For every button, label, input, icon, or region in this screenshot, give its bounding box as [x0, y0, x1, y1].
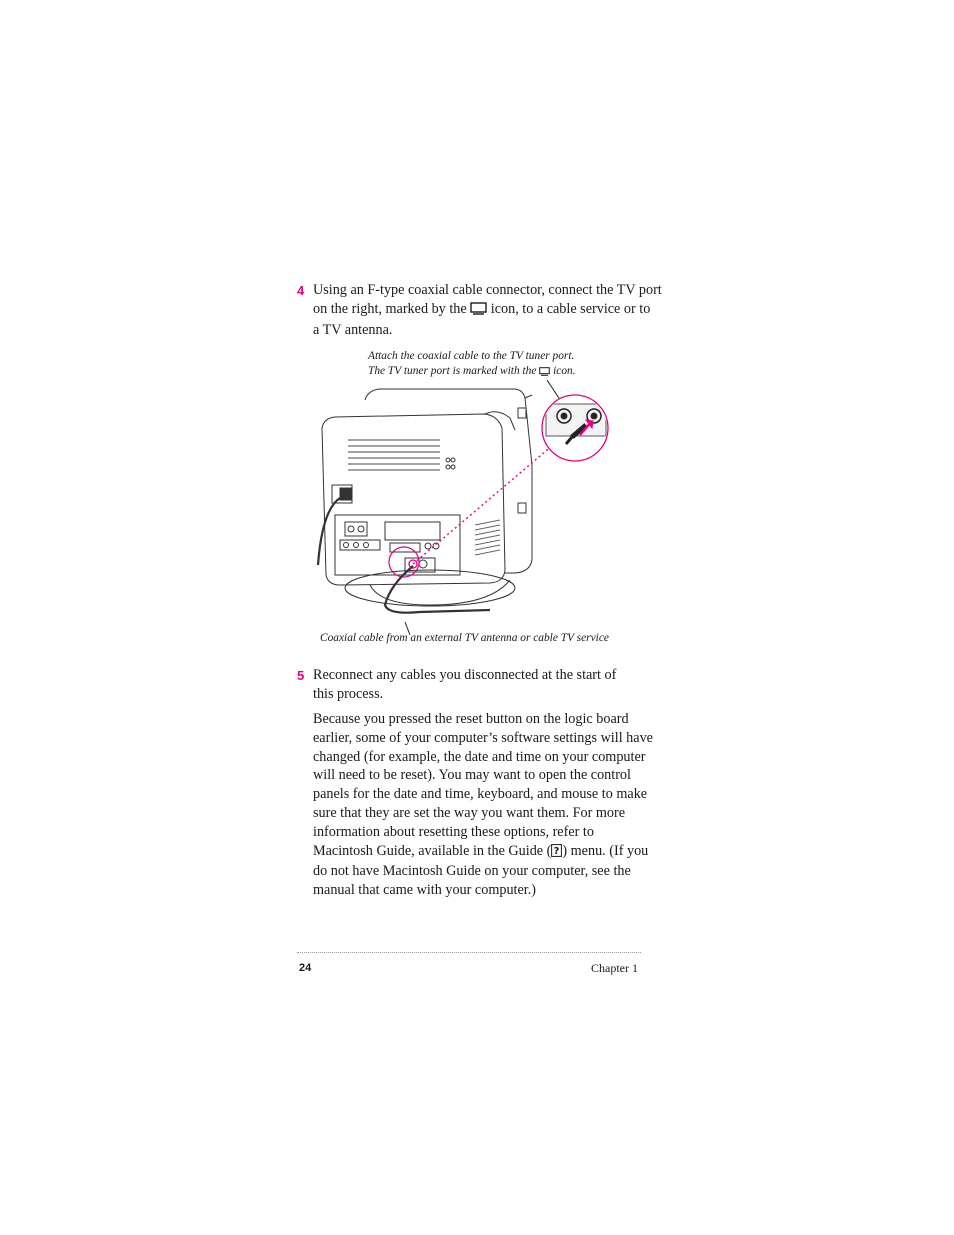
tv-icon: [470, 302, 487, 321]
step-number-4: 4: [297, 283, 305, 298]
step-number-5: 5: [297, 668, 305, 683]
text-fragment: ) menu. (If you: [562, 842, 649, 859]
text-line: will need to be reset). You may want to open the control: [313, 767, 631, 784]
text-line: this process.: [313, 685, 384, 702]
figure-caption: [368, 349, 576, 381]
guide-help-icon: [551, 844, 562, 863]
chapter-label: Chapter 1: [591, 961, 638, 975]
text-line: manual that came with your computer.): [313, 882, 536, 899]
caption-line: Attach the coaxial cable to the TV tuner port.: [368, 350, 575, 362]
step-5-text: [313, 666, 616, 704]
text-fragment: The TV tuner port is marked with the: [368, 365, 540, 377]
text-line: Because you pressed the reset button on the logic board: [313, 711, 629, 727]
text-fragment: icon.: [550, 365, 576, 377]
text-line: do not have Macintosh Guide on your computer, see the: [313, 863, 631, 880]
monitor-illustration: [310, 380, 620, 635]
text-line: panels for the date and time, keyboard, and mouse to make: [313, 786, 648, 803]
text-line: [313, 842, 653, 863]
footer-divider: [297, 952, 641, 953]
text-line: Reconnect any cables you disconnected at the start of: [313, 667, 617, 683]
text-line: information about resetting these options, refer to: [313, 823, 594, 840]
tv-icon: [539, 366, 550, 381]
body-paragraph: [313, 710, 653, 900]
svg-text:?: ?: [553, 845, 560, 857]
text-fragment: on the right, marked by the: [313, 300, 471, 317]
text-line: a TV antenna.: [313, 321, 393, 338]
text-line: changed (for example, the date and time on your computer: [313, 748, 646, 765]
caption-line: [368, 364, 576, 381]
text-fragment: icon, to a cable service or to: [487, 300, 651, 317]
text-fragment: Macintosh Guide, available in the Guide (: [313, 842, 552, 859]
text-line: sure that they are set the way you want them. For more: [313, 804, 626, 821]
page-number: 24: [299, 962, 312, 974]
figure-bottom-caption: Coaxial cable from an external TV antenna or cable TV service: [320, 632, 609, 644]
text-line: earlier, some of your computer’s software settings will have: [313, 729, 653, 746]
step-4-text: [313, 281, 662, 339]
text-line: [313, 300, 662, 321]
text-line: Using an F-type coaxial cable connector, connect the TV port: [313, 282, 662, 298]
